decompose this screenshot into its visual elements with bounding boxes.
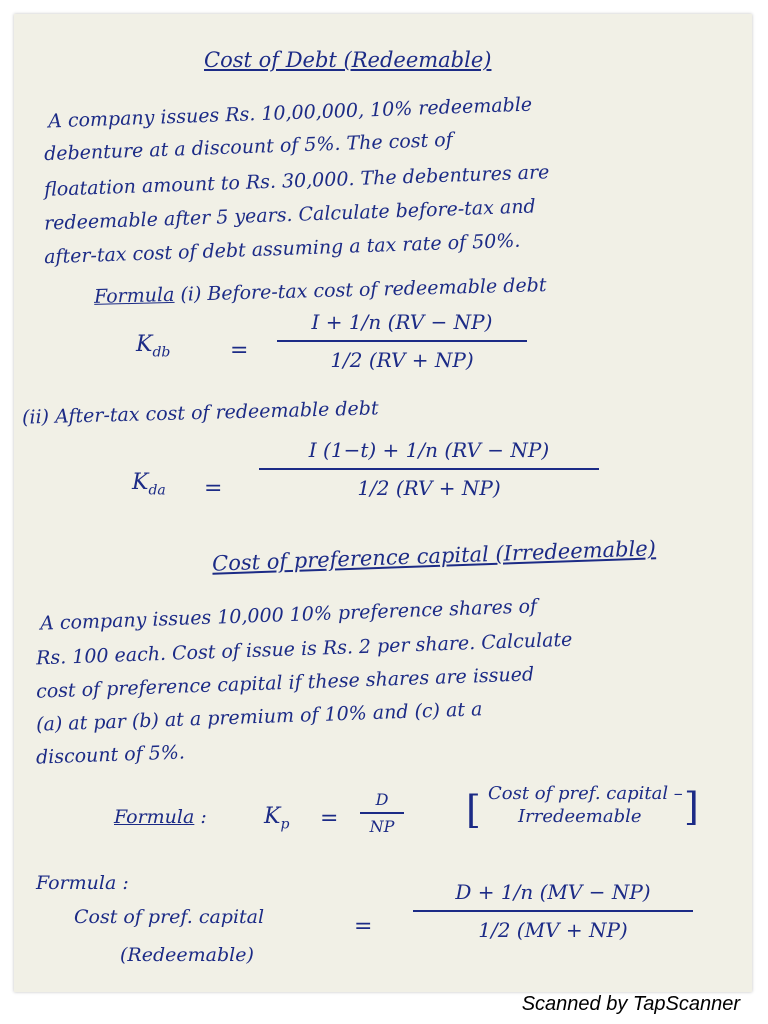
note-line-1: [ Cost of pref. capital – [488, 783, 683, 804]
kp-numerator: D [375, 790, 389, 809]
problem2-line-2: Rs. 100 each. Cost of issue is Rs. 2 per share. Calculate [35, 628, 573, 670]
kda-fraction [254, 438, 604, 500]
formula-ii-heading: (ii) After-tax cost of redeemable debt [21, 397, 379, 429]
kdb-equals: = [230, 338, 249, 363]
scanner-watermark: Scanned by TapScanner [521, 993, 740, 1015]
kda-numerator: I (1−t) + 1/n (RV − NP) [308, 438, 550, 462]
kda-symbol: $K_{da}$ [132, 470, 166, 499]
formula-label: Formula [114, 806, 195, 828]
kdb-numerator: I + 1/n (RV − NP) [311, 310, 493, 334]
redeemable-label-1: Cost of pref. capital [74, 906, 265, 928]
problem1-line-3: floatation amount to Rs. 30,000. The debentures are [43, 161, 550, 201]
problem1-line-5: after-tax cost of debt assuming a tax rate of 50%. [43, 229, 521, 269]
kp-equals: = [320, 806, 339, 831]
kp-denominator: NP [369, 817, 395, 836]
redeemable-label-2: (Redeemable) [120, 944, 254, 966]
kdb-denominator: 1/2 (RV + NP) [330, 348, 474, 372]
fraction-bar [360, 812, 404, 814]
kdb-symbol: $K_{db}$ [136, 332, 171, 361]
formula-i-heading: (i) Before-tax cost of redeemable debt [180, 274, 547, 306]
problem2-line-1: A company issues 10,000 10% preference shares of [39, 595, 538, 635]
formula-kp-row: Formula : [114, 806, 207, 828]
problem2-line-3: cost of preference capital if these shares are issued [35, 663, 535, 703]
kda-denominator: 1/2 (RV + NP) [357, 476, 501, 500]
kda-equals: = [204, 476, 223, 501]
formula-heading-1 [94, 274, 547, 308]
note-line-2: Irredeemable [518, 806, 642, 828]
problem1-line-4: redeemable after 5 years. Calculate before-tax and [43, 195, 536, 235]
fraction-bar [277, 340, 527, 342]
fraction-bar [259, 468, 599, 470]
irredeemable-note [488, 782, 683, 829]
fraction-bar [413, 910, 693, 912]
problem2-line-4: (a) at par (b) at a premium of 10% and (c) at a [35, 698, 483, 736]
problem2-line-5: discount of 5%. [35, 741, 186, 769]
formula-label: Formula [93, 283, 175, 308]
formula2-label: Formula : [36, 872, 129, 894]
redeemable-numerator: D + 1/n (MV − NP) [455, 880, 651, 904]
kdb-fraction [272, 310, 532, 372]
section2-title: Cost of preference capital (Irredeemable) [211, 536, 657, 576]
section1-title: Cost of Debt (Redeemable) [204, 48, 492, 72]
redeemable-equals: = [354, 914, 373, 939]
problem1-line-2: debenture at a discount of 5%. The cost of [43, 128, 454, 166]
redeemable-fraction [408, 880, 698, 942]
problem1-line-1: A company issues Rs. 10,00,000, 10% redeemable [47, 93, 533, 133]
kp-fraction [352, 790, 412, 836]
notebook-page [14, 14, 752, 992]
kp-symbol: $K_p$ [264, 804, 290, 833]
redeemable-denominator: 1/2 (MV + NP) [478, 918, 628, 942]
